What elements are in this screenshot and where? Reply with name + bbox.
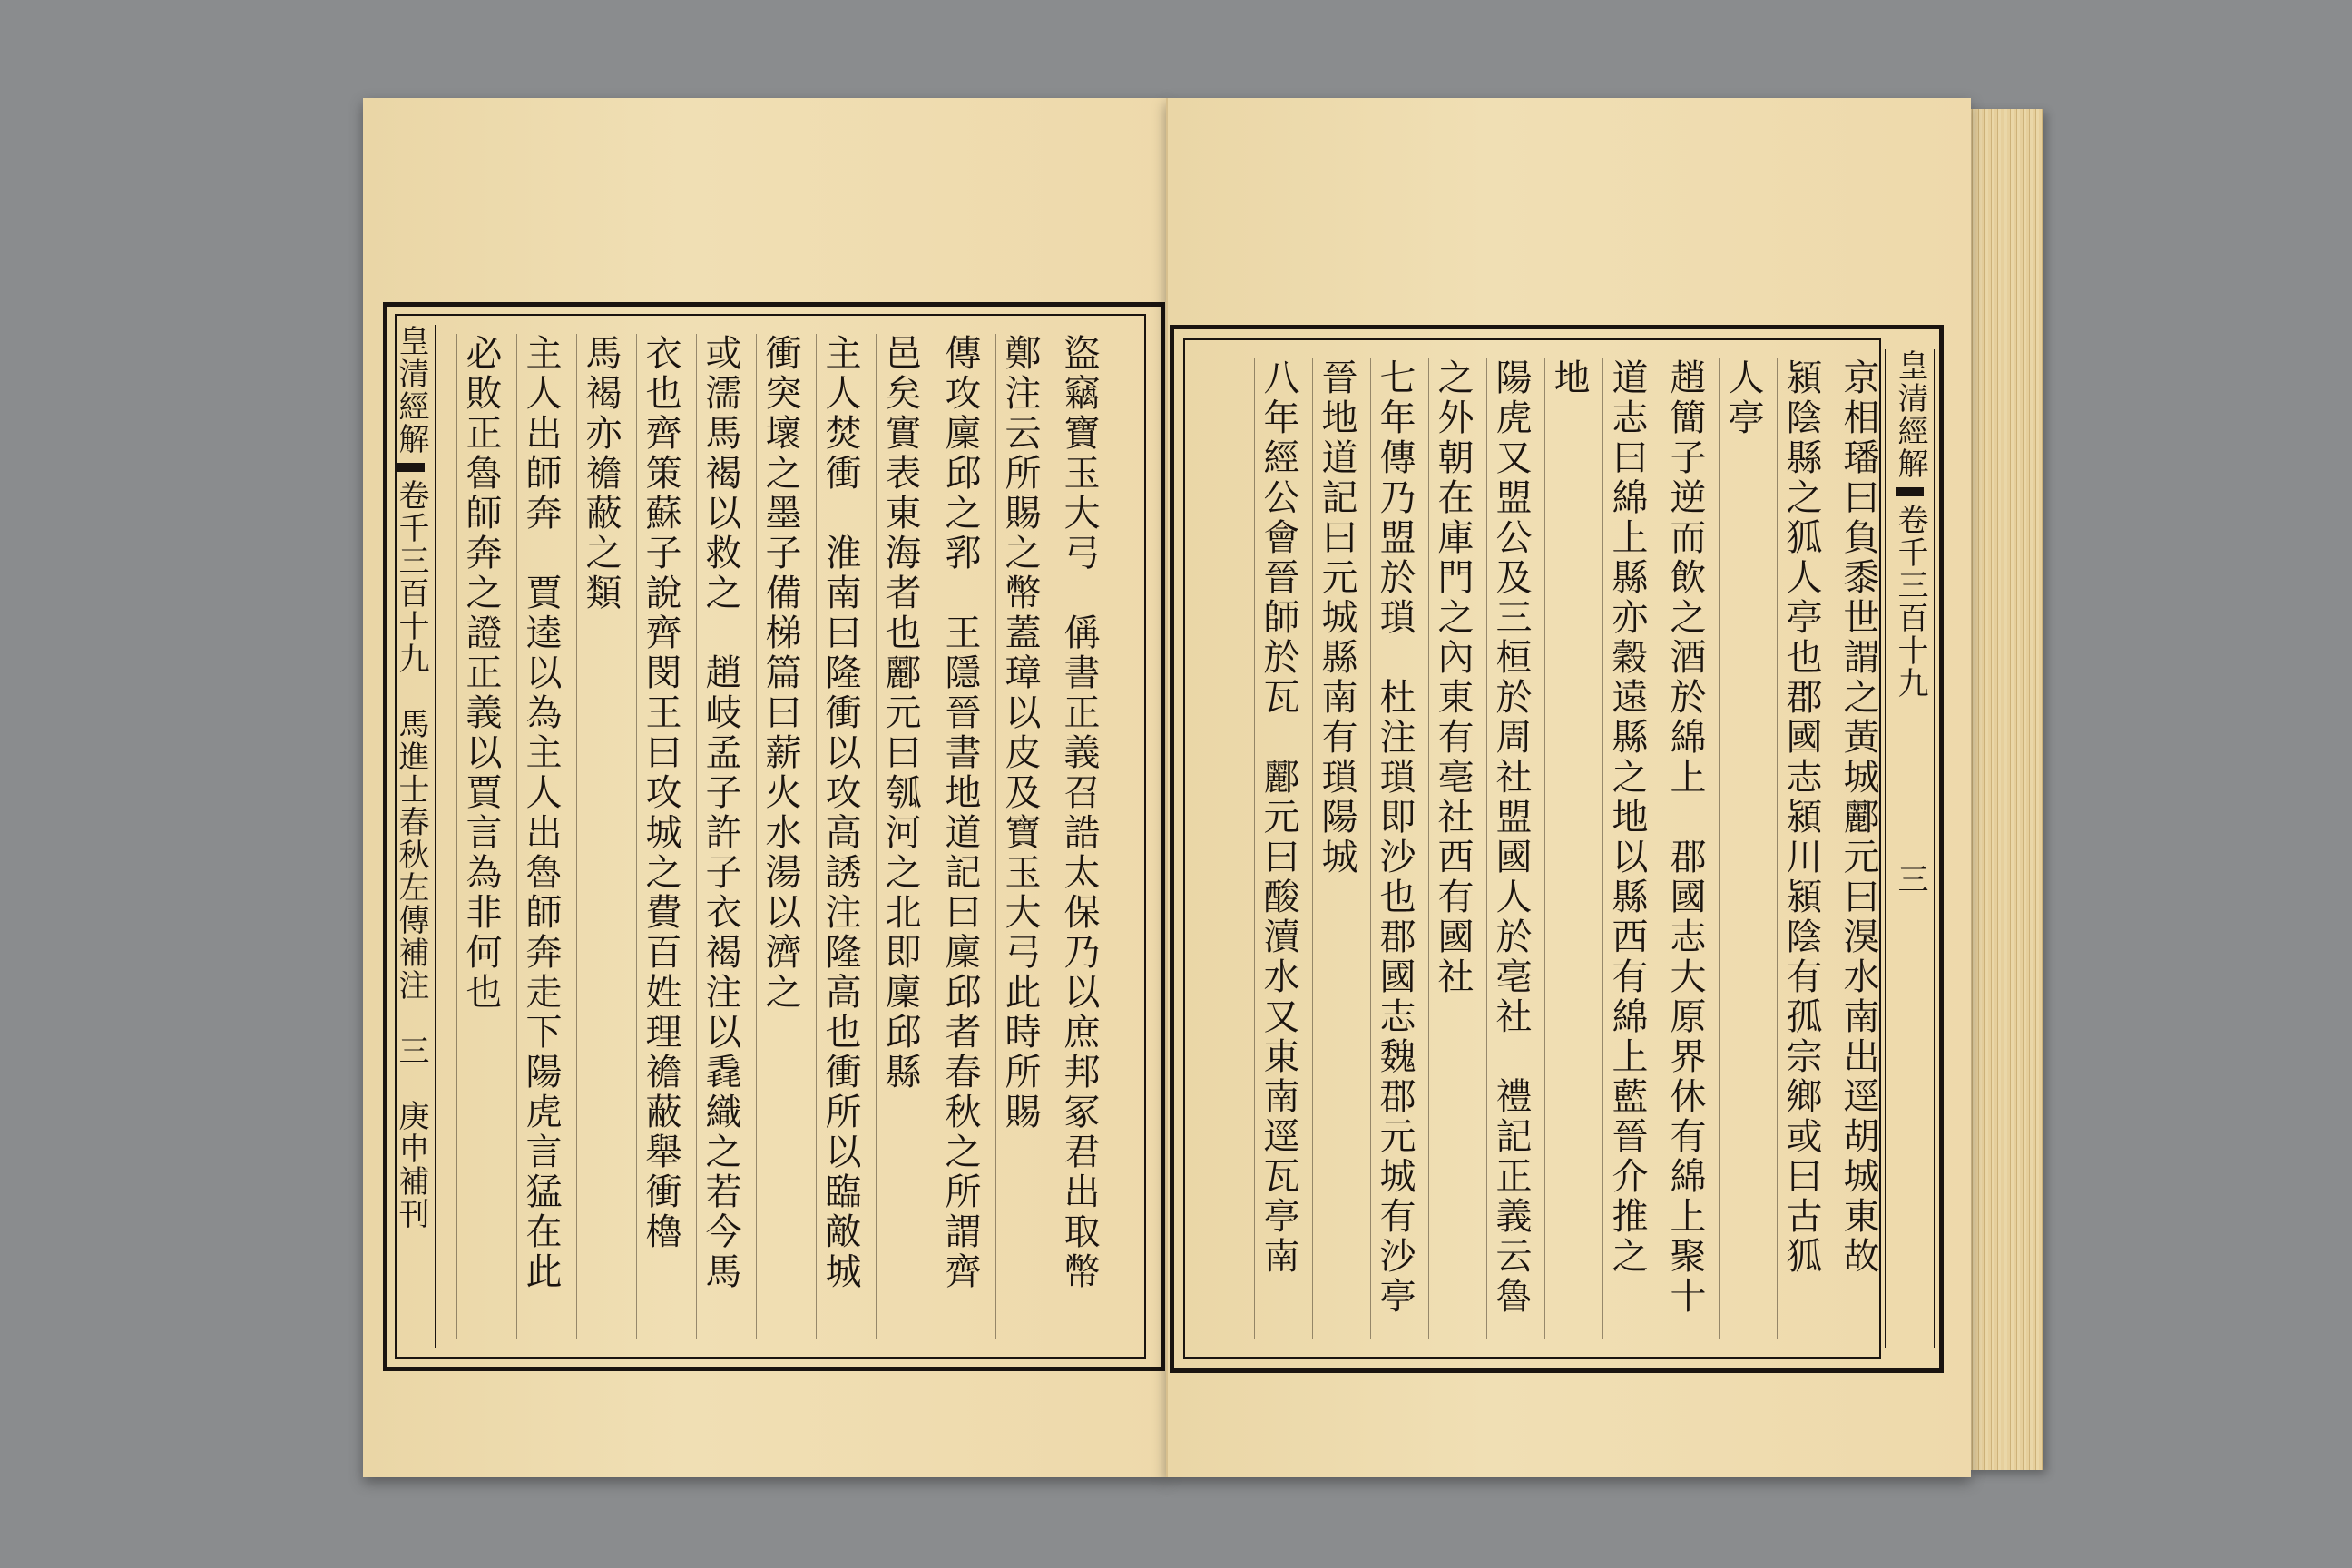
right-column-8: 之外朝在庫門之內東有亳社西有國社: [1428, 358, 1476, 1339]
left-banner-page: 三: [393, 1034, 429, 1067]
right-inner-border: [1183, 338, 1928, 1359]
left-banner-volume: 卷千三百十九: [393, 479, 429, 675]
right-column-4: 趙簡子逆而飲之酒於綿上 郡國志大原界休有綿上聚十: [1661, 358, 1709, 1339]
left-column-9: 馬褐亦襜蔽之類: [576, 334, 624, 1339]
left-banner-title: 皇清經解: [393, 325, 429, 456]
left-page: [363, 98, 1168, 1477]
right-column-6: 地: [1544, 358, 1592, 1339]
left-column-8: 衣也齊策蘇子說齊閔王曰攻城之費百姓理襜蔽舉衝櫓: [636, 334, 684, 1339]
left-banner-series: 庚申補刊: [393, 1100, 429, 1230]
page-edges: [1969, 109, 2043, 1470]
right-column-3: 人亭: [1719, 358, 1767, 1339]
left-column-6: 衝突壞之墨子備梯篇曰薪火水湯以濟之: [756, 334, 804, 1339]
right-page-banner: [1885, 349, 1936, 1348]
left-inner-border: [395, 314, 1146, 1359]
open-book: [363, 98, 2060, 1477]
left-column-3: 傳攻廩邱之郛 王隱晉書地道記曰廩邱者春秋之所謂齊: [936, 334, 984, 1339]
left-column-1: 盜竊寶玉大弓 偁書正義召誥太保乃以庶邦冢君出取幣: [1058, 334, 1100, 1292]
left-column-10: 主人出師奔 賈逵以為主人出魯師奔走下陽虎言猛在此: [516, 334, 564, 1339]
right-column-9: 七年傳乃盟於瑣 杜注瑣即沙也郡國志魏郡元城有沙亭: [1370, 358, 1418, 1339]
fish-tail-mark: [1896, 487, 1924, 496]
fish-tail-mark: [397, 463, 425, 472]
right-banner-volume: 卷千三百十九: [1892, 504, 1928, 700]
left-column-5: 主人焚衝 淮南曰隆衝以攻高誘注隆高也衝所以臨敵城: [816, 334, 864, 1339]
right-banner-title: 皇清經解: [1892, 349, 1928, 480]
right-column-11: 八年經公會晉師於瓦 酈元曰酸瀆水又東南逕瓦亭南: [1254, 358, 1302, 1339]
right-column-2: 潁陰縣之狐人亭也郡國志潁川潁陰有孤宗鄉或曰古狐: [1777, 358, 1825, 1339]
left-page-banner: [386, 325, 436, 1348]
left-column-2: 鄭注云所賜之幣蓋璋以皮及寶玉大弓此時所賜: [995, 334, 1044, 1339]
right-page: [1166, 98, 1971, 1477]
left-column-11: 必敗正魯師奔之證正義以賈言為非何也: [456, 334, 505, 1339]
left-column-7: 或濡馬褐以救之 趙岐孟子許子衣褐注以毳織之若今馬: [696, 334, 744, 1339]
right-column-1: 京相璠曰負黍世謂之黃城酈元曰湨水南出逕胡城東故: [1838, 358, 1879, 1277]
left-column-4: 邑矣實表東海者也酈元曰瓠河之北即廩邱縣: [876, 334, 924, 1339]
left-text-frame: [383, 302, 1165, 1371]
left-banner-subtitle: 馬進士春秋左傳補注: [393, 708, 429, 1002]
right-column-7: 陽虎又盟公及三桓於周社盟國人於亳社 禮記正義云魯: [1486, 358, 1534, 1339]
right-column-5: 道志曰綿上縣亦穀遠縣之地以縣西有綿上藍晉介推之: [1602, 358, 1651, 1339]
right-banner-page: 三: [1892, 863, 1928, 896]
right-text-frame: [1170, 325, 1944, 1373]
right-column-10: 晉地道記曰元城縣南有瑣陽城: [1312, 358, 1360, 1339]
